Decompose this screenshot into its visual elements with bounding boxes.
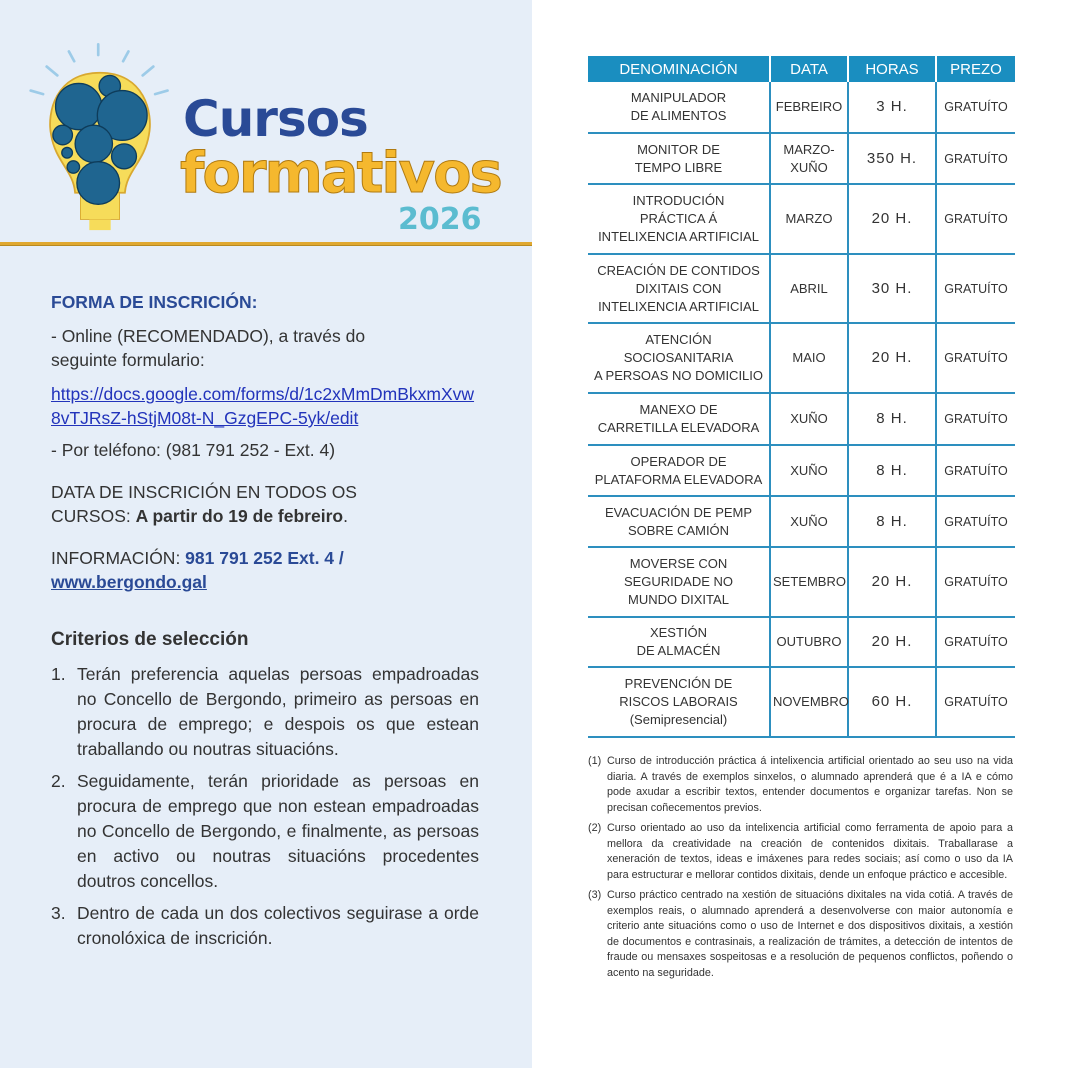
footnotes	[588, 754, 1013, 981]
course-hours: 30 H.	[848, 254, 936, 323]
table-row	[588, 667, 1015, 737]
table-header-row	[588, 56, 1015, 82]
footnote	[588, 888, 1013, 981]
course-name: XESTIÓN DE ALMACÉN	[588, 617, 770, 667]
item-text: Seguidamente, terán prioridade as persoas en procura de emprego que non estean empadroadas no Concello de Bergondo, e finalmente, as persoas en activo ou noutras situacións procedentes doutros concellos.	[77, 771, 479, 891]
course-name: PREVENCIÓN DE RISCOS LABORAIS (Semipresencial)	[588, 667, 770, 737]
inscription-date	[51, 480, 411, 528]
course-hours: 20 H.	[848, 547, 936, 617]
course-date: MARZO- XUÑO	[770, 133, 848, 184]
footnote-text: Curso de introducción práctica á intelixencia artificial orientado ao seu uso na vida diaria. A través de exemplos sinxelos, o alumnado aprenderá que é a IA e cómo pode axudar a escribir textos, entender documentos e organizar tarefas. Non se precisan coñecementos previos.	[607, 755, 1013, 814]
course-hours: 20 H.	[848, 184, 936, 254]
table-row	[588, 133, 1015, 184]
left-text-column	[51, 290, 481, 958]
course-name: MANEXO DE CARRETILLA ELEVADORA	[588, 393, 770, 445]
item-text: Dentro de cada un dos colectivos seguirase a orde cronolóxica de inscrición.	[77, 903, 479, 948]
header-prezo: PREZO	[936, 56, 1015, 82]
course-name: EVACUACIÓN DE PEMP SOBRE CAMIÓN	[588, 496, 770, 547]
criteria-list	[51, 662, 479, 951]
course-hours: 350 H.	[848, 133, 936, 184]
course-hours: 20 H.	[848, 323, 936, 393]
title-cursos: Cursos	[183, 90, 368, 148]
course-price: GRATUÍTO	[936, 617, 1015, 667]
course-date: OUTUBRO	[770, 617, 848, 667]
course-price: GRATUÍTO	[936, 496, 1015, 547]
course-price: GRATUÍTO	[936, 393, 1015, 445]
course-price: GRATUÍTO	[936, 254, 1015, 323]
footnote	[588, 754, 1013, 816]
date-end: .	[343, 506, 348, 526]
courses-table	[588, 56, 1015, 738]
course-date: XUÑO	[770, 496, 848, 547]
footnote-number: (1)	[588, 755, 602, 767]
inscription-online: - Online (RECOMENDADO), a través do seguinte formulario:	[51, 326, 366, 370]
table-row	[588, 547, 1015, 617]
info-label: INFORMACIÓN:	[51, 548, 186, 568]
item-number: 2.	[51, 771, 66, 791]
course-date: SETEMBRO	[770, 547, 848, 617]
course-date: FEBREIRO	[770, 82, 848, 133]
course-price: GRATUÍTO	[936, 323, 1015, 393]
course-name: MOVERSE CON SEGURIDADE NO MUNDO DIXITAL	[588, 547, 770, 617]
lightbulb-logo-icon	[20, 25, 180, 245]
header-horas: HORAS	[848, 56, 936, 82]
table-row	[588, 496, 1015, 547]
table-row	[588, 445, 1015, 496]
course-date: MAIO	[770, 323, 848, 393]
course-name: MONITOR DE TEMPO LIBRE	[588, 133, 770, 184]
course-date: XUÑO	[770, 393, 848, 445]
table-row	[588, 323, 1015, 393]
inscription-heading: FORMA DE INSCRICIÓN:	[51, 292, 258, 312]
course-price: GRATUÍTO	[936, 82, 1015, 133]
header-data: DATA	[770, 56, 848, 82]
footnote-number: (2)	[588, 822, 602, 834]
criteria-item	[51, 901, 479, 951]
course-price: GRATUÍTO	[936, 445, 1015, 496]
table-row	[588, 254, 1015, 323]
footnote-text: Curso orientado ao uso da intelixencia artificial como ferramenta de apoio para a mellora da creatividade na creación de contenidos dixitais. Traballarase a xeneración de textos, ideas e imáxenes para redes sociais; así como o uso da IA para estructurar e mellorar contidos dixitais, dende un enfoque práctico e accesible.	[607, 822, 1013, 881]
information	[51, 546, 431, 594]
course-name: CREACIÓN DE CONTIDOS DIXITAIS CON INTELIXENCIA ARTIFICIAL	[588, 254, 770, 323]
title-year: 2026	[398, 202, 482, 237]
course-date: MARZO	[770, 184, 848, 254]
course-hours: 8 H.	[848, 393, 936, 445]
item-number: 1.	[51, 664, 66, 684]
table-row	[588, 617, 1015, 667]
info-web-link[interactable]: www.bergondo.gal	[51, 572, 207, 592]
date-value: A partir do 19 de febreiro	[135, 506, 344, 526]
course-price: GRATUÍTO	[936, 667, 1015, 737]
table-row	[588, 393, 1015, 445]
item-number: 3.	[51, 903, 66, 923]
course-hours: 3 H.	[848, 82, 936, 133]
course-name: ATENCIÓN SOCIOSANITARIA A PERSOAS NO DOMICILIO	[588, 323, 770, 393]
course-date: NOVEMBRO	[770, 667, 848, 737]
item-text: Terán preferencia aquelas persoas empadroadas no Concello de Bergondo, primeiro as persoas en procura de emprego; e despois os que estean traballando ou noutras situacións.	[77, 664, 479, 759]
course-hours: 8 H.	[848, 496, 936, 547]
course-name: MANIPULADOR DE ALIMENTOS	[588, 82, 770, 133]
criteria-heading: Criterios de selección	[51, 629, 249, 650]
criteria-item	[51, 662, 479, 762]
criteria-item	[51, 769, 479, 894]
course-hours: 8 H.	[848, 445, 936, 496]
course-name: INTRODUCIÓN PRÁCTICA Á INTELIXENCIA ARTIFICIAL	[588, 184, 770, 254]
info-phone: 981 791 252 Ext. 4 /	[185, 548, 344, 568]
footnote-number: (3)	[588, 889, 602, 901]
course-hours: 20 H.	[848, 617, 936, 667]
course-name: OPERADOR DE PLATAFORMA ELEVADORA	[588, 445, 770, 496]
divider	[0, 242, 532, 246]
course-date: ABRIL	[770, 254, 848, 323]
form-link	[51, 382, 476, 430]
footnote-text: Curso práctico centrado na xestión de situacións dixitales na vida cotiá. A través de exemplos reais, o alumnado aprenderá a desenvolverse con maior autonomía e criterio ante situacións como o uso de Internet e dos dispositivos dixitais, a xestión de documentos e contrasinais, a realización de trámites, a detección de intentos de fraude ou mensaxes sospeitosas e a resolución de pequenos conflictos, poñendo o acento na seguridade.	[607, 889, 1013, 979]
course-price: GRATUÍTO	[936, 547, 1015, 617]
right-column	[588, 56, 1015, 986]
footnote	[588, 821, 1013, 883]
course-hours: 60 H.	[848, 667, 936, 737]
header-denominacion: DENOMINACIÓN	[588, 56, 770, 82]
form-link-anchor[interactable]: https://docs.google.com/forms/d/1c2xMmDmBkxmXvw8vTJRsZ-hStjM08t-N_GzgEPC-5yk/edit	[51, 384, 475, 428]
course-price: GRATUÍTO	[936, 184, 1015, 254]
inscription-phone: - Por teléfono: (981 791 252 - Ext. 4)	[51, 440, 336, 460]
title-formativos: formativos	[180, 141, 501, 206]
table-row	[588, 184, 1015, 254]
table-row	[588, 82, 1015, 133]
course-date: XUÑO	[770, 445, 848, 496]
course-price: GRATUÍTO	[936, 133, 1015, 184]
left-panel	[0, 0, 532, 1068]
date-label: DATA DE INSCRICIÓN EN TODOS OS CURSOS:	[51, 482, 357, 526]
